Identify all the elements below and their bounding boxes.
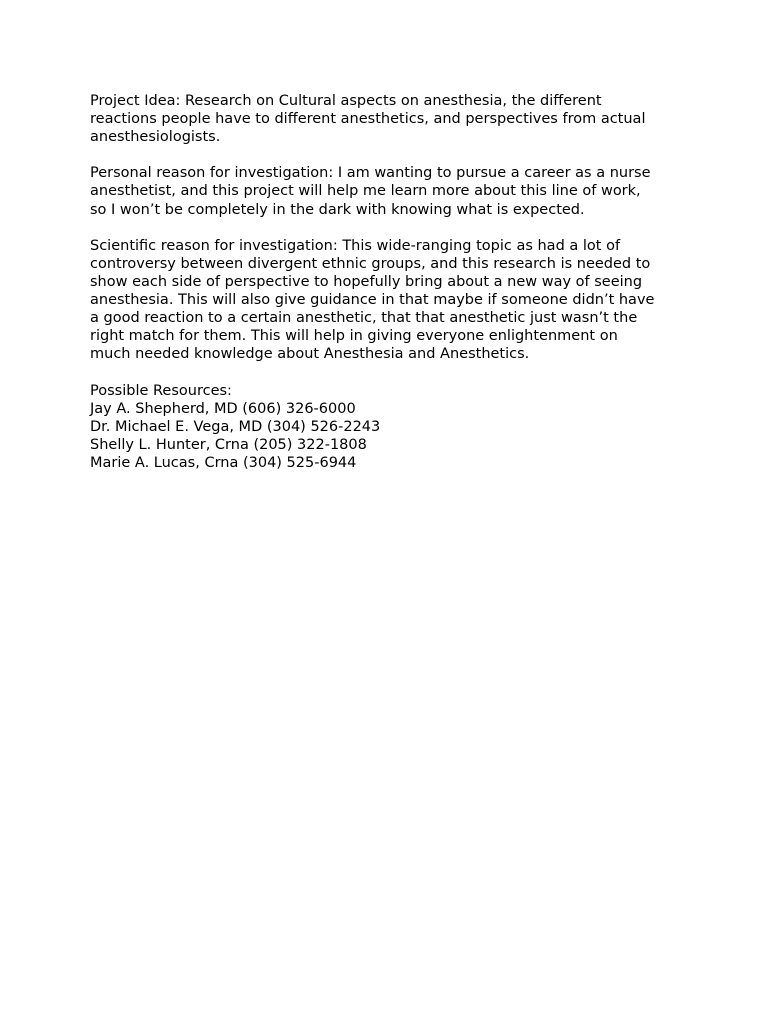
document-body [90,92,690,472]
scientific-reason-paragraph: Scientific reason for investigation: This wide-ranging topic as had a lot of controversy between divergent ethnic groups, and this research is needed to show each side of perspective to hopefully bring about a new way of seeing anesthesia. This will also give guidance in that maybe if someone didn’t have a good reaction to a certain anesthetic, that that anesthetic just wasn’t the right match for them. This will help in giving everyone enlightenment on much needed knowledge about Anesthesia and Anesthetics. [90,237,655,363]
personal-reason-paragraph: Personal reason for investigation: I am wanting to pursue a career as a nurse anesthetist, and this project will help me learn more about this line of work, so I won’t be completely in the dark with knowing what is expected. [90,165,651,218]
project-idea-paragraph: Project Idea: Research on Cultural aspects on anesthesia, the different reactions people have to different anesthetics, and perspectives from actual anesthesiologists. [90,93,646,146]
resource-item: Jay A. Shepherd, MD (606) 326-6000 [90,400,356,417]
resource-item: Marie A. Lucas, Crna (304) 525-6944 [90,454,357,471]
resource-item: Dr. Michael E. Vega, MD (304) 526-2243 [90,418,381,435]
possible-resources-section [90,382,690,472]
resources-heading: Possible Resources: [90,382,232,399]
resource-item: Shelly L. Hunter, Crna (205) 322-1808 [90,436,367,453]
